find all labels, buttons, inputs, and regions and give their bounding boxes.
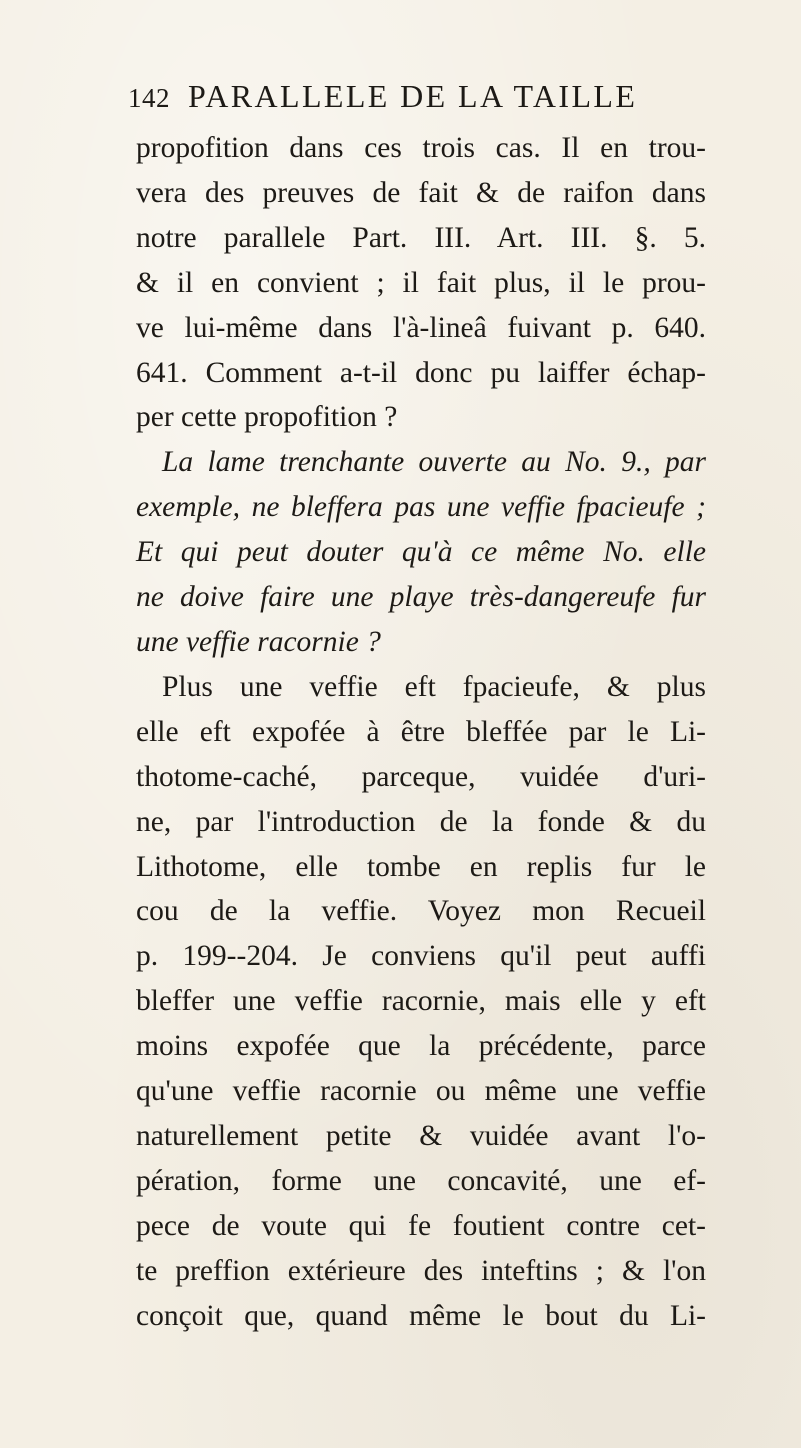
text-line: Lithotome, elle tombe en replis fur le bbox=[136, 850, 706, 883]
text-line: moins expofée que la précédente, parce bbox=[136, 1030, 706, 1063]
text-line: ve lui-même dans l'à-lineâ fuivant p. 640. bbox=[136, 311, 706, 344]
text-line: pération, forme une concavité, une ef- bbox=[136, 1164, 706, 1197]
text-line: p. 199--204. Je conviens qu'il peut auffi bbox=[136, 940, 706, 973]
text-line: Et qui peut douter qu'à ce même No. elle bbox=[136, 536, 706, 569]
text-line: bleffer une veffie racornie, mais elle y eft bbox=[136, 985, 706, 1018]
page-header bbox=[128, 78, 708, 118]
text-line: pece de voute qui fe foutient contre cet- bbox=[136, 1209, 706, 1242]
text-line: 641. Comment a-t-il donc pu laiffer échap- bbox=[136, 356, 706, 389]
running-title: PARALLELE DE LA TAILLE bbox=[188, 78, 638, 114]
text-line: elle eft expofée à être bleffée par le Li- bbox=[136, 715, 706, 748]
text-line: qu'une veffie racornie ou même une veffie bbox=[136, 1075, 706, 1108]
body-text bbox=[136, 126, 706, 1338]
text-line: naturellement petite & vuidée avant l'o- bbox=[136, 1119, 706, 1152]
text-line: La lame trenchante ouverte au No. 9., par bbox=[162, 446, 706, 479]
text-line: per cette propofition ? bbox=[136, 401, 398, 434]
text-line: ne, par l'introduction de la fonde & du bbox=[136, 805, 706, 838]
text-line: Plus une veffie eft fpacieufe, & plus bbox=[162, 670, 706, 703]
text-line: notre parallele Part. III. Art. III. §. 5. bbox=[136, 221, 706, 254]
text-line: te preffion extérieure des inteftins ; & l'on bbox=[136, 1254, 706, 1287]
page-number: 142 bbox=[128, 83, 170, 113]
text-line: propofition dans ces trois cas. Il en trou- bbox=[136, 132, 706, 164]
text-line: vera des preuves de fait & de raifon dans bbox=[136, 176, 706, 209]
text-line: cou de la veffie. Voyez mon Recueil bbox=[136, 895, 706, 928]
text-line: exemple, ne bleffera pas une veffie fpacieufe ; bbox=[136, 491, 706, 524]
text-line: conçoit que, quand même le bout du Li- bbox=[136, 1299, 706, 1332]
text-line: ne doive faire une playe très-dangereufe fur bbox=[136, 581, 706, 614]
text-line: & il en convient ; il fait plus, il le prou- bbox=[136, 266, 706, 299]
text-line: thotome-caché, parceque, vuidée d'uri- bbox=[136, 760, 706, 793]
text-line: une veffie racornie ? bbox=[136, 625, 381, 658]
